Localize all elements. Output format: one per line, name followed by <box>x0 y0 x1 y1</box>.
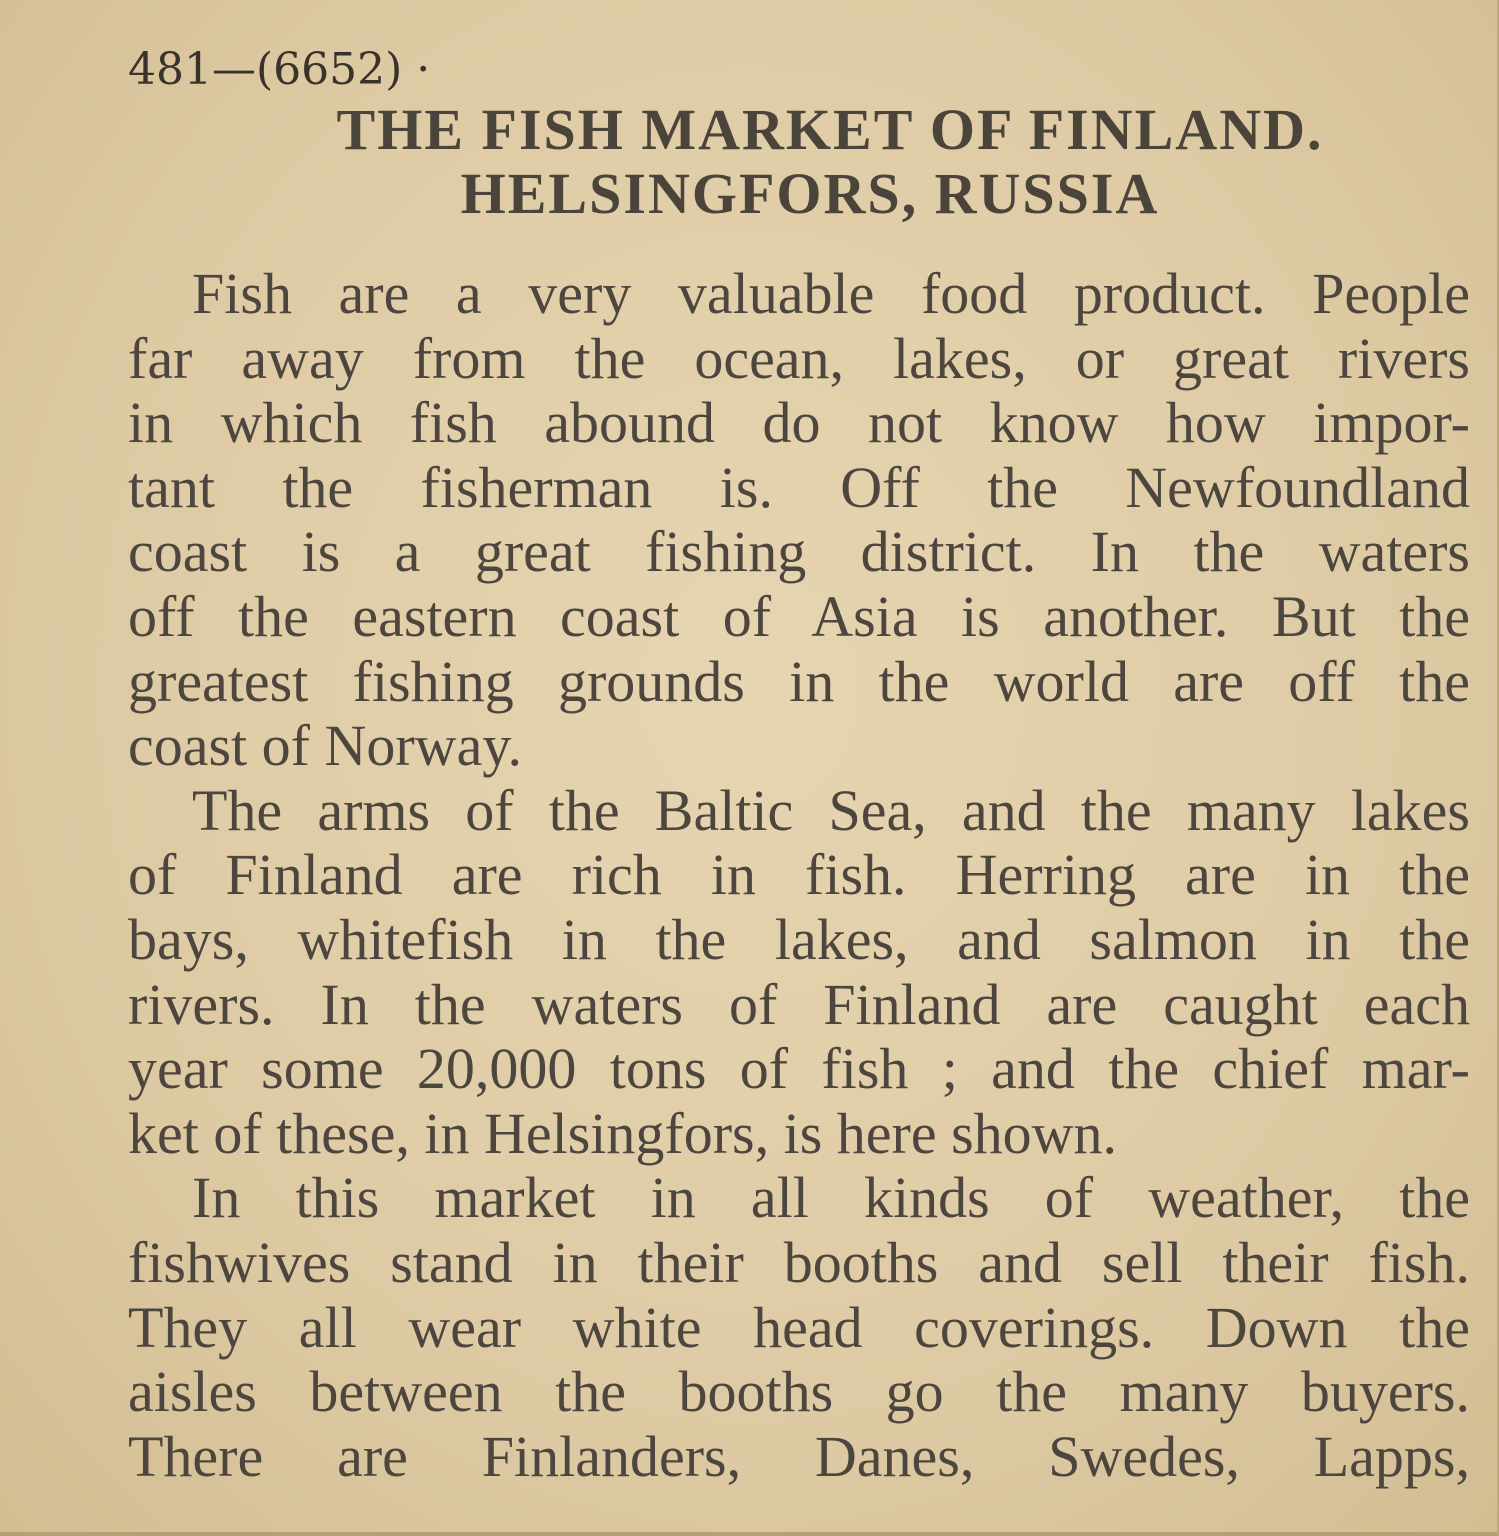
text-line: bays, whitefish in the lakes, and salmon in the <box>128 906 1470 972</box>
text-line: year some 20,000 tons of fish ; and the chief mar- <box>128 1036 1470 1102</box>
text-line: fishwives stand in their booths and sell their fish. <box>128 1229 1470 1295</box>
text-line: coast of Norway. <box>128 713 523 779</box>
text-line: of Finland are rich in fish. Herring are in the <box>128 842 1470 908</box>
text-line: The arms of the Baltic Sea, and the many lakes <box>192 777 1470 843</box>
card-subtitle: HELSINGFORS, RUSSIA <box>460 161 1160 226</box>
text-line: ket of these, in Helsingfors, is here shown. <box>128 1100 1118 1166</box>
text-line: rivers. In the waters of Finland are caught each <box>128 971 1470 1037</box>
text-line: far away from the ocean, lakes, or great rivers <box>128 325 1470 391</box>
text-line: off the eastern coast of Asia is another. But the <box>128 583 1470 649</box>
text-line: greatest fishing grounds in the world are off the <box>128 648 1470 714</box>
card-title: THE FISH MARKET OF FINLAND. <box>336 97 1324 162</box>
text-line: Fish are a very valuable food product. People <box>192 261 1470 326</box>
text-line: tant the fisherman is. Off the Newfoundland <box>128 454 1470 520</box>
card-description <box>128 262 1470 1489</box>
text-line: in which fish abound do not know how impor- <box>128 390 1470 456</box>
text-line: aisles between the booths go the many buyers. <box>128 1359 1470 1425</box>
card-number: 481—(6652) · <box>128 44 431 95</box>
text-line: coast is a great fishing district. In the waters <box>128 519 1470 585</box>
text-line: In this market in all kinds of weather, the <box>192 1165 1470 1231</box>
text-line: They all wear white head coverings. Down the <box>128 1294 1470 1360</box>
text-line: There are Finlanders, Danes, Swedes, Lapps, <box>128 1423 1470 1489</box>
